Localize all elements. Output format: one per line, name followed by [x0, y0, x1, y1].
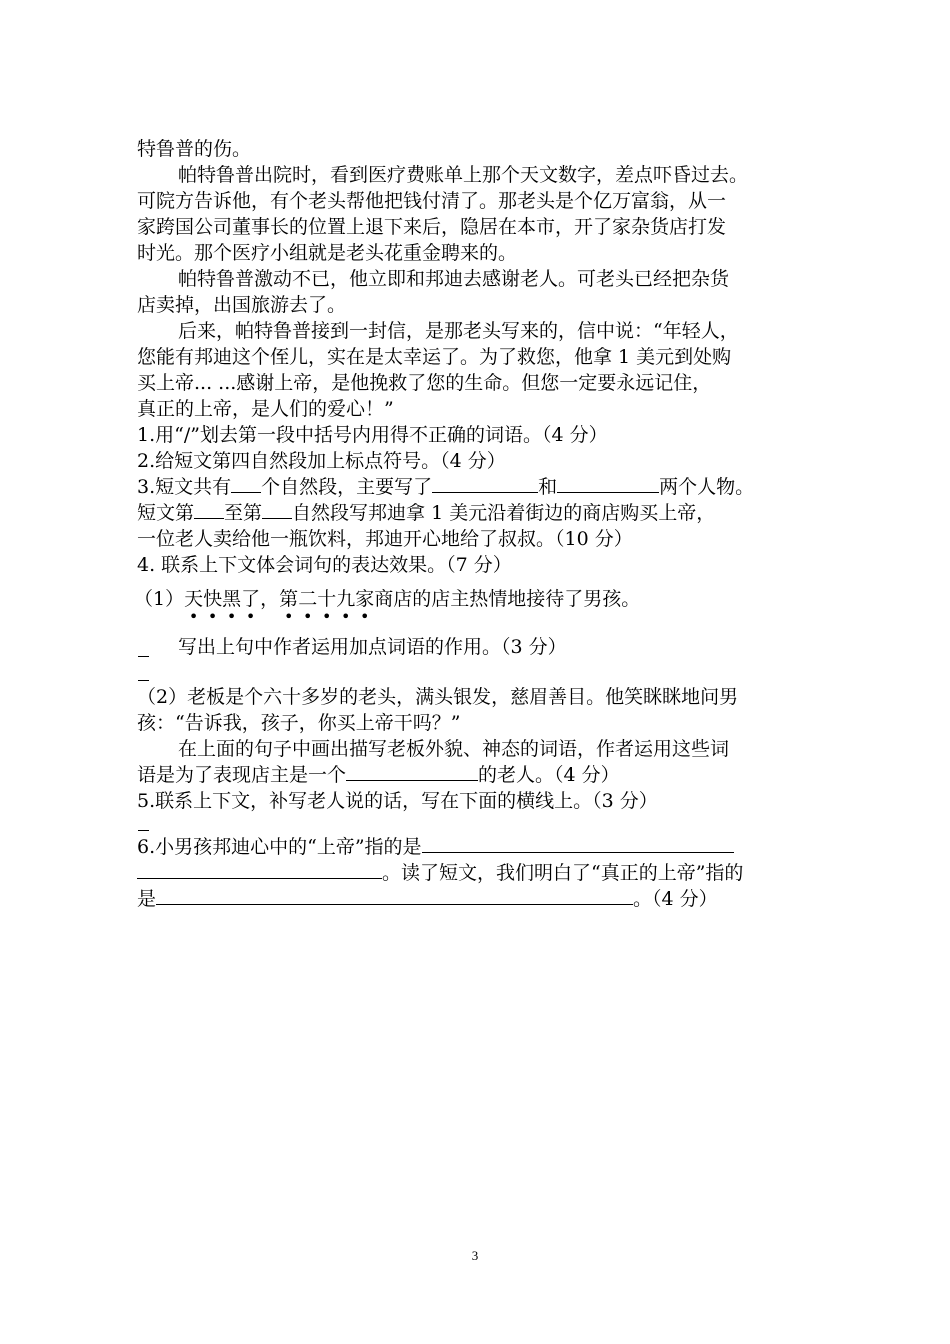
q4-1-text: 商店的店主热情地接待了男孩。: [374, 588, 641, 610]
answer-blank[interactable]: [346, 762, 478, 781]
answer-blank[interactable]: [156, 886, 633, 905]
q6-text: 。（4 分）: [633, 888, 718, 910]
emphasized-char: 黑 •: [222, 588, 242, 626]
emphasized-char: 二 •: [298, 588, 318, 626]
q4-2-text: 语是为了表现店主是一个: [137, 764, 347, 786]
paragraph-line: 您能有邦迪这个侄儿，实在是太幸运了。为了救您，他拿 1 美元到处购: [137, 346, 732, 368]
q3-text: 自然段写邦迪拿 1 美元沿着街边的商店购买上帝，: [292, 502, 716, 524]
question-3-line3: 一位老人卖给他一瓶饮料，邦迪开心地给了叔叔。（10 分）: [137, 528, 633, 550]
answer-blank[interactable]: [422, 834, 734, 853]
q4-2-text: 的老人。（4 分）: [478, 764, 620, 786]
q3-text: 短文第: [137, 502, 195, 524]
emphasized-char: 十 •: [317, 588, 337, 626]
page-number: 3: [471, 1248, 479, 1263]
question-2: 2.给短文第四自然段加上标点符号。（4 分）: [137, 450, 506, 472]
emphasis-dot: •: [302, 607, 313, 626]
paragraph-line: 真正的上帝，是人们的爱心！”: [137, 398, 394, 420]
emphasized-char: 了 •: [241, 588, 261, 626]
q6-text: 是: [137, 888, 157, 910]
paragraph-line: 家跨国公司董事长的位置上退下来后，隐居在本市，开了家杂货店打发: [137, 216, 727, 238]
answer-blank[interactable]: [557, 474, 659, 493]
dotted-words: [184, 588, 375, 626]
question-6: [137, 834, 734, 860]
answer-blank[interactable]: [262, 500, 292, 519]
question-3-line2: [137, 500, 715, 526]
paragraph-line: 可院方告诉他，有个老头帮他把钱付清了。那老头是个亿万富翁，从一: [137, 190, 727, 212]
emphasis-dot: •: [341, 607, 351, 626]
answer-blank[interactable]: [137, 860, 382, 879]
emphasized-char: 第 •: [279, 588, 299, 626]
paragraph-line: 帕特鲁普出院时，看到医疗费账单上那个天文数字，差点吓昏过去。: [178, 164, 749, 186]
question-4: 4. 联系上下文体会词句的表达效果。（7 分）: [137, 554, 512, 576]
question-6-line2: [137, 860, 743, 886]
q3-text: 两个人物。: [659, 476, 755, 498]
answer-blank[interactable]: [231, 474, 261, 493]
paragraph-line: 帕特鲁普激动不已，他立即和邦迪去感谢老人。可老头已经把杂货: [178, 268, 730, 290]
question-3: [137, 474, 754, 500]
paragraph-line: 特鲁普的伤。: [137, 138, 252, 160]
paragraph-line: 时光。那个医疗小组就是老头花重金聘来的。: [137, 242, 518, 264]
emphasis-dot: •: [245, 607, 256, 626]
emphasis-dot: •: [226, 607, 237, 626]
emphasized-char: 九 •: [336, 588, 356, 626]
emphasized-char: 家 •: [355, 588, 375, 626]
emphasis-dot: •: [321, 607, 332, 626]
answer-line[interactable]: [138, 680, 149, 681]
paragraph-line: 店卖掉，出国旅游去了。: [137, 294, 347, 316]
q3-text: 至第: [224, 502, 263, 524]
q3-text: 个自然段，主要写了: [261, 476, 433, 498]
question-4-2-line3: 在上面的句子中画出描写老板外貌、神态的词语，作者运用这些词: [178, 738, 730, 760]
answer-line[interactable]: [138, 656, 149, 657]
question-4-2: （2）老板是个六十多岁的老头，满头银发，慈眉善目。他笑眯眯地问男: [137, 686, 739, 708]
emphasis-dot: •: [207, 607, 218, 626]
emphasized-char: ，: [260, 588, 280, 610]
emphasized-char: 快 •: [203, 588, 223, 626]
question-5: 5.联系上下文，补写老人说的话，写在下面的横线上。（3 分）: [137, 790, 658, 812]
paragraph-line: 后来，帕特鲁普接到一封信，是那老头写来的，信中说：“年轻人，: [178, 320, 739, 342]
q3-text: 3.短文共有: [137, 476, 232, 498]
emphasis-dot: •: [360, 607, 370, 626]
question-4-2-line4: [137, 762, 620, 788]
question-1: 1.用“/”划去第一段中括号内用得不正确的词语。（4 分）: [137, 424, 608, 446]
q6-text: 6.小男孩邦迪心中的“上帝”指的是: [137, 836, 422, 858]
q4-1-label: （1）: [134, 588, 185, 610]
paragraph-line: 买上帝... ...感谢上帝，是他挽救了您的生命。但您一定要永远记住，: [137, 372, 712, 394]
emphasis-dot: •: [283, 607, 294, 626]
question-6-line3: [137, 886, 718, 912]
q6-text: 。读了短文，我们明白了“真正的上帝”指的: [382, 862, 744, 884]
question-4-2-line2: 孩：“告诉我，孩子，你买上帝干吗？”: [137, 712, 461, 734]
q3-text: 和: [538, 476, 558, 498]
answer-blank[interactable]: [432, 474, 538, 493]
answer-line[interactable]: [138, 830, 149, 831]
question-4-1-task: 写出上句中作者运用加点词语的作用。（3 分）: [178, 636, 567, 658]
answer-blank[interactable]: [194, 500, 224, 519]
question-4-1: [134, 586, 641, 626]
emphasis-dot: •: [188, 607, 199, 626]
emphasized-char: 天 •: [184, 588, 204, 626]
